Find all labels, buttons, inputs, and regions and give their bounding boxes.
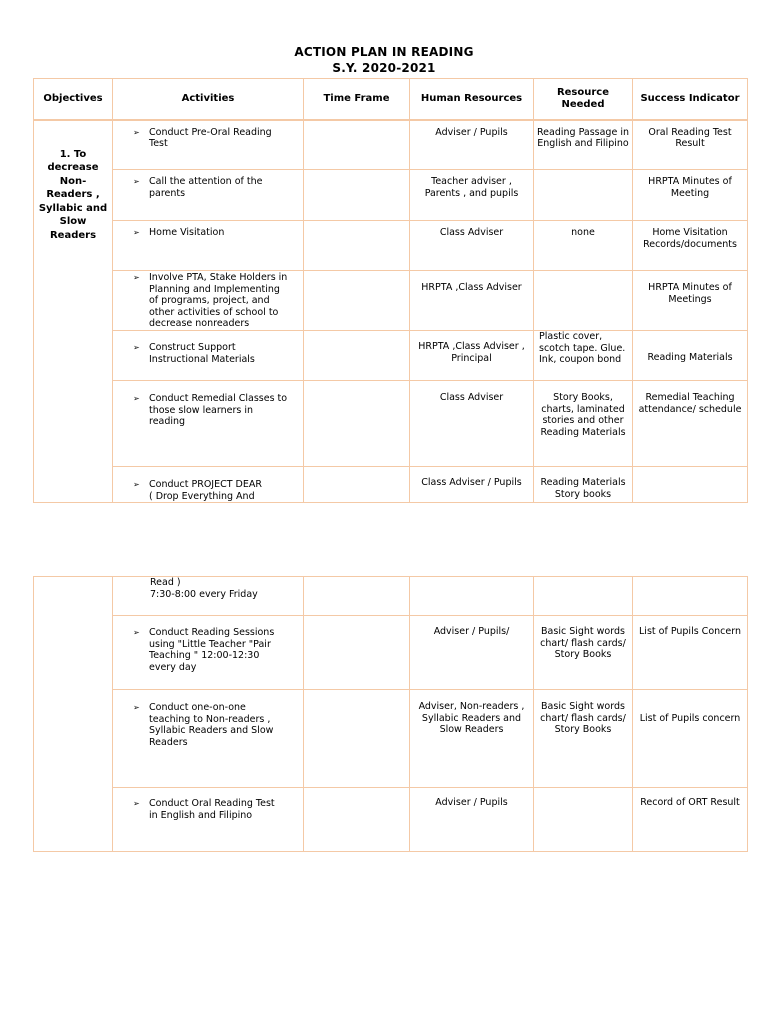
time-frame-cell [304, 616, 410, 690]
time-frame-cell [304, 577, 410, 616]
resource-needed-cell: Basic Sight words chart/ flash cards/ Story Books [534, 690, 633, 788]
human-resources-cell: Adviser / Pupils [410, 120, 534, 170]
header-time-frame: Time Frame [304, 79, 410, 120]
activity-text: Conduct Reading Sessions using "Little Teacher "Pair Teaching " 12:00-12:30 every day [149, 627, 275, 673]
resource-needed-cell [534, 788, 633, 852]
success-indicator-cell: Reading Materials [633, 331, 748, 381]
table-row [34, 788, 748, 852]
resource-needed-cell: Reading Passage in English and Filipino [534, 120, 633, 170]
header-activities: Activities [113, 79, 304, 120]
table-row [34, 381, 748, 467]
time-frame-cell [304, 331, 410, 381]
success-indicator-cell: HRPTA Minutes of Meeting [633, 170, 748, 221]
table-row [34, 120, 748, 170]
objective-cell-continued [34, 577, 113, 852]
table-row [34, 331, 748, 381]
resource-needed-cell: Plastic cover, scotch tape. Glue. Ink, coupon bond [534, 331, 633, 381]
table-row [34, 271, 748, 331]
bullet-arrow-icon: ➢ [133, 799, 140, 808]
success-indicator-cell [633, 467, 748, 503]
activity-cell [113, 221, 304, 271]
success-indicator-cell: List of Pupils concern [633, 690, 748, 788]
resource-needed-cell: none [534, 221, 633, 271]
human-resources-cell: Class Adviser [410, 221, 534, 271]
time-frame-cell [304, 120, 410, 170]
resource-needed-cell [534, 577, 633, 616]
header-human-resources: Human Resources [410, 79, 534, 120]
document-title: ACTION PLAN IN READING [294, 45, 474, 59]
activity-cell [113, 120, 304, 170]
header-row [34, 79, 748, 120]
time-frame-cell [304, 381, 410, 467]
human-resources-cell: Adviser / Pupils [410, 788, 534, 852]
time-frame-cell [304, 271, 410, 331]
activity-text: Conduct PROJECT DEAR ( Drop Everything And [149, 479, 262, 502]
human-resources-cell: Class Adviser [410, 381, 534, 467]
activity-text: Conduct one-on-one teaching to Non-readers , Syllabic Readers and Slow Readers [149, 702, 274, 748]
bullet-arrow-icon: ➢ [133, 127, 140, 137]
table-row [34, 577, 748, 616]
human-resources-cell: Class Adviser / Pupils [410, 467, 534, 503]
bullet-arrow-icon: ➢ [133, 480, 140, 489]
success-indicator-cell: Oral Reading Test Result [633, 120, 748, 170]
activity-cell [113, 788, 304, 852]
action-plan-table-page2 [33, 576, 748, 852]
bullet-arrow-icon: ➢ [133, 177, 140, 186]
bullet-arrow-icon: ➢ [133, 228, 140, 237]
activity-text: Home Visitation [149, 227, 225, 238]
activity-text: Construct Support Instructional Materials [149, 342, 255, 365]
bullet-arrow-icon: ➢ [133, 703, 140, 712]
objective-cell: 1. To decrease Non- Readers , Syllabic and Slow Readers [34, 120, 113, 503]
table-row [34, 616, 748, 690]
time-frame-cell [304, 170, 410, 221]
bullet-arrow-icon: ➢ [133, 343, 140, 352]
success-indicator-cell: HRPTA Minutes of Meetings [633, 271, 748, 331]
resource-needed-cell [534, 170, 633, 221]
school-year: S.Y. 2020-2021 [332, 61, 436, 75]
activity-cell [113, 170, 304, 221]
human-resources-cell: HRPTA ,Class Adviser [410, 271, 534, 331]
bullet-arrow-icon: ➢ [133, 273, 140, 282]
action-plan-table-page1 [33, 78, 748, 503]
header-objectives: Objectives [34, 79, 113, 120]
success-indicator-cell [633, 577, 748, 616]
activity-cell [113, 331, 304, 381]
table-row [34, 170, 748, 221]
bullet-arrow-icon: ➢ [133, 628, 140, 637]
activity-cell [113, 616, 304, 690]
bullet-arrow-icon: ➢ [133, 394, 140, 403]
success-indicator-cell: Remedial Teaching attendance/ schedule [633, 381, 748, 467]
human-resources-cell [410, 577, 534, 616]
success-indicator-cell: Record of ORT Result [633, 788, 748, 852]
resource-needed-cell: Reading Materials Story books [534, 467, 633, 503]
human-resources-cell: Teacher adviser , Parents , and pupils [410, 170, 534, 221]
table-row [34, 690, 748, 788]
activity-text: Conduct Remedial Classes to those slow learners in reading [149, 393, 288, 427]
header-success-indicator: Success Indicator [633, 79, 748, 120]
activity-text: Conduct Oral Reading Test in English and Filipino [149, 798, 275, 821]
activity-text: Call the attention of the parents [149, 176, 263, 199]
resource-needed-cell [534, 271, 633, 331]
activity-continuation: Read ) 7:30-8:00 every Friday [113, 577, 304, 616]
resource-needed-cell: Basic Sight words chart/ flash cards/ Story Books [534, 616, 633, 690]
success-indicator-cell: List of Pupils Concern [633, 616, 748, 690]
table-row [34, 467, 748, 503]
success-indicator-cell: Home Visitation Records/documents [633, 221, 748, 271]
activity-cell [113, 381, 304, 467]
activity-cell [113, 690, 304, 788]
activity-text: Involve PTA, Stake Holders in Planning and Implementing of programs, project, and other activities of school to decrease nonreaders [149, 272, 288, 329]
time-frame-cell [304, 467, 410, 503]
human-resources-cell: HRPTA ,Class Adviser , Principal [410, 331, 534, 381]
activity-cell [113, 467, 304, 503]
time-frame-cell [304, 788, 410, 852]
human-resources-cell: Adviser / Pupils/ [410, 616, 534, 690]
time-frame-cell [304, 690, 410, 788]
activity-text: Conduct Pre-Oral Reading Test [149, 126, 272, 149]
time-frame-cell [304, 221, 410, 271]
table-row [34, 221, 748, 271]
resource-needed-cell: Story Books, charts, laminated stories and other Reading Materials [534, 381, 633, 467]
activity-cell [113, 271, 304, 331]
header-resource-needed: Resource Needed [534, 79, 633, 120]
human-resources-cell: Adviser, Non-readers , Syllabic Readers and Slow Readers [410, 690, 534, 788]
